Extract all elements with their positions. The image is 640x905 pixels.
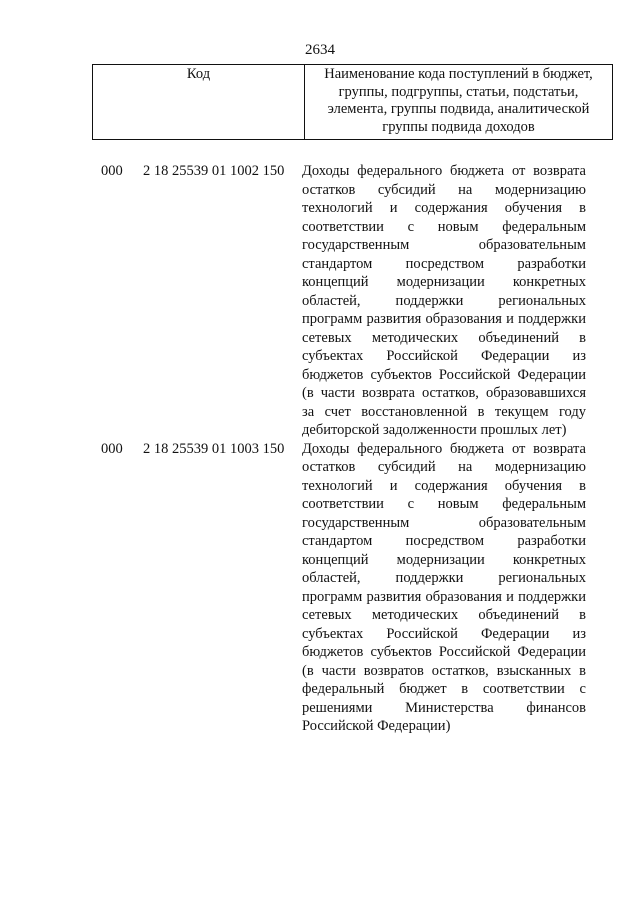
description-line: областей, поддержки региональных — [302, 570, 586, 586]
description-line: государственным образовательным — [302, 514, 586, 531]
description-line: соответствии с новым федеральным — [302, 496, 586, 512]
description-line: бюджетов субъектов Российской Федерации — [302, 366, 586, 383]
description-line: соответствии с новым федеральным — [302, 218, 586, 235]
description-line: Доходы федерального бюджета от возврата — [302, 163, 586, 179]
header-name-cell: Наименование кода поступлений в бюджет, группы, подгруппы, статьи, подстатьи, элемента, группы подвида, аналитической группы подвида доходов — [305, 65, 613, 140]
description-line: сетевых методических объединений в — [302, 607, 586, 623]
description-line: концепций модернизации конкретных — [302, 551, 586, 568]
description-line: программ развития образования и поддержки — [302, 311, 586, 327]
income-code-list — [0, 162, 640, 736]
description-line: (в части возврата остатков, образовавшихся — [302, 385, 586, 401]
description-line: государственным образовательным — [302, 237, 586, 253]
description-line: (в части возвратов остатков, взысканных в — [302, 662, 586, 679]
income-code: 2 18 25539 01 1002 150 — [143, 163, 285, 179]
description-line: областей, поддержки региональных — [302, 292, 586, 309]
income-code-row — [0, 162, 640, 440]
income-description — [302, 162, 586, 440]
description-line: Доходы федерального бюджета от возврата — [302, 440, 586, 457]
description-line: остатков субсидий на модернизацию — [302, 181, 586, 198]
header-code-cell: Код — [93, 65, 305, 140]
description-line: Российской Федерации) — [302, 718, 451, 734]
description-line: федеральный бюджет в соответствии с — [302, 681, 586, 697]
admin-code: 000 — [101, 440, 123, 457]
income-code: 2 18 25539 01 1003 150 — [143, 440, 285, 457]
description-line: субъектах Российской Федерации из — [302, 348, 586, 364]
description-line: концепций модернизации конкретных — [302, 274, 586, 290]
page-number: 2634 — [305, 42, 335, 58]
description-line: стандартом посредством разработки — [302, 255, 586, 272]
description-line: субъектах Российской Федерации из — [302, 625, 586, 642]
description-line: стандартом посредством разработки — [302, 533, 586, 549]
description-line: технологий и содержания обучения в — [302, 200, 586, 216]
description-line: программ развития образования и поддержки — [302, 588, 586, 605]
table-header — [92, 64, 613, 140]
admin-code: 000 — [101, 163, 123, 179]
description-line: за счет восстановленной в текущем году — [302, 403, 586, 420]
description-line: технологий и содержания обучения в — [302, 477, 586, 494]
description-line: решениями Министерства финансов — [302, 699, 586, 716]
income-code-row — [0, 440, 640, 736]
description-line: остатков субсидий на модернизацию — [302, 459, 586, 475]
description-line: дебиторской задолженности прошлых лет) — [302, 422, 567, 438]
description-line: бюджетов субъектов Российской Федерации — [302, 644, 586, 660]
income-description — [302, 440, 586, 736]
description-line: сетевых методических объединений в — [302, 329, 586, 346]
